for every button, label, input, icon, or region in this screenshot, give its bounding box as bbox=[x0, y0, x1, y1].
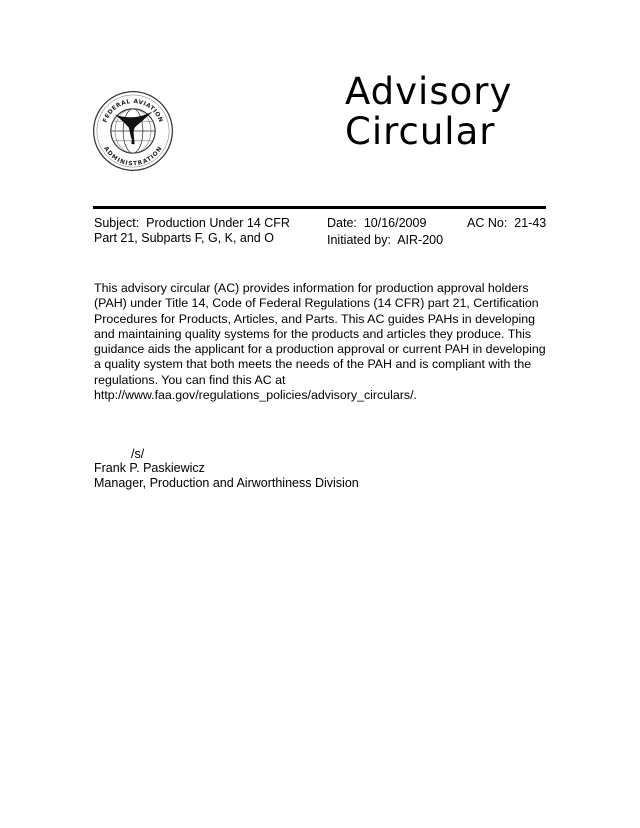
signature-mark: /s/ bbox=[131, 447, 145, 461]
initiated-by-field bbox=[327, 233, 443, 248]
date-value: 10/16/2009 bbox=[363, 216, 427, 230]
header-divider bbox=[93, 206, 546, 209]
body-paragraph: This advisory circular (AC) provides information for production approval holders (PAH) under Title 14, Code of Federal Regulations (14 CFR) part 21, Certification Procedures for Products, Articles, and Parts. This AC guides PAHs in developing and maintaining quality systems for the products and articles they produce. This guidance aids the applicant for a production approval or current PAH in developing a quality system that both meets the needs of the PAH and is compliant with the regulations. You can find this AC at http://www.faa.gov/regulations_policies/advisory_circulars/. bbox=[94, 281, 546, 403]
signatory-title: Manager, Production and Airworthiness Division bbox=[94, 476, 359, 490]
faa-seal-icon bbox=[92, 90, 174, 172]
title-line-1: Advisory bbox=[345, 70, 513, 113]
seal-bottom-text: ADMINISTRATION bbox=[102, 145, 164, 168]
ac-number-field bbox=[467, 216, 546, 231]
date-label: Date: bbox=[327, 216, 357, 230]
initiated-value: AIR-200 bbox=[397, 233, 444, 247]
subject-value: Production Under 14 CFR Part 21, Subparts F, G, K, and O bbox=[94, 216, 290, 245]
date-field bbox=[327, 216, 426, 231]
initiated-label: Initiated by: bbox=[327, 233, 391, 247]
ac-number-value: 21-43 bbox=[514, 216, 547, 230]
seal-top-text: FEDERAL AVIATION bbox=[102, 99, 164, 124]
title-line-2: Circular bbox=[345, 110, 496, 153]
signatory-name: Frank P. Paskiewicz bbox=[94, 461, 205, 475]
ac-number-label: AC No: bbox=[467, 216, 508, 230]
subject-field bbox=[94, 216, 314, 246]
subject-label: Subject: bbox=[94, 216, 140, 230]
document-title bbox=[345, 72, 512, 152]
